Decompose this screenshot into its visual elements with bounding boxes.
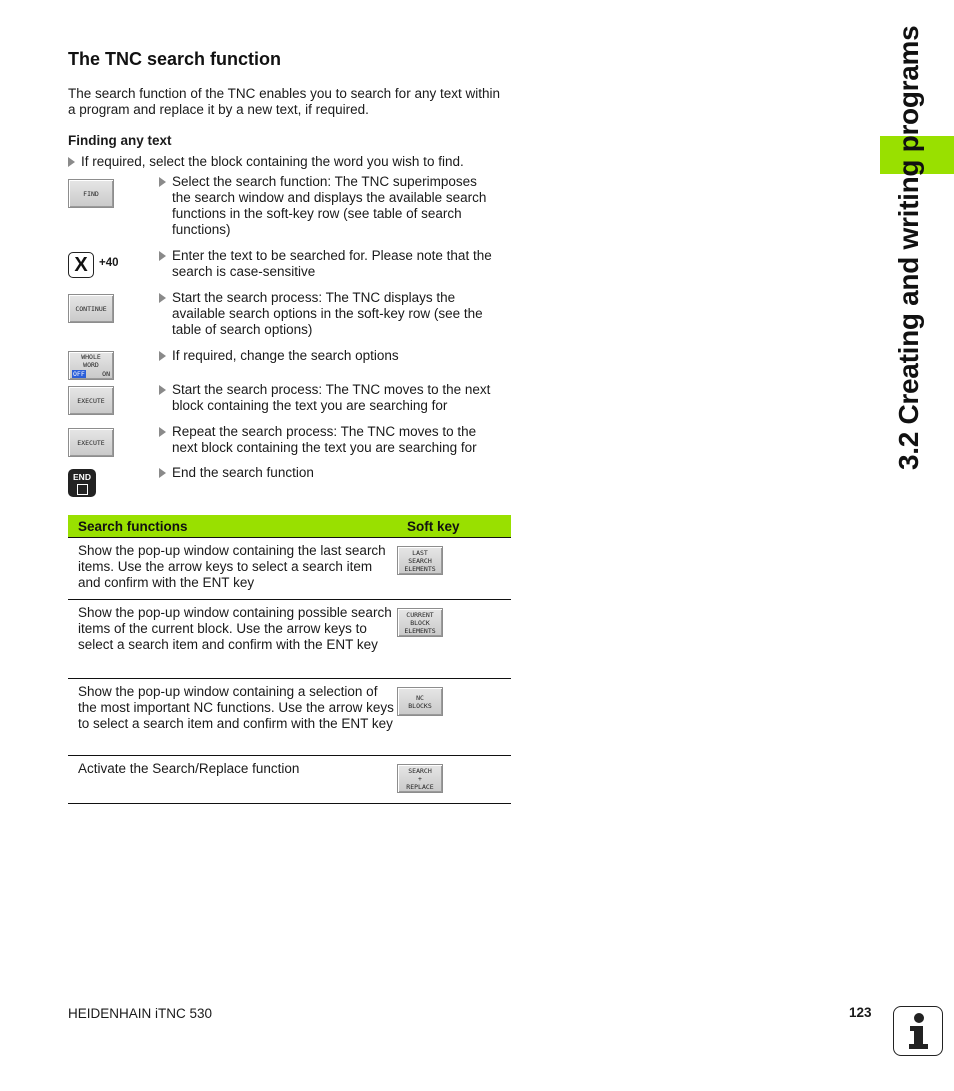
table-cell-desc: Show the pop-up window containing a selection of the most important NC functions. Use the arrow keys to select a search item and confirm with the ENT key <box>78 684 394 731</box>
step-continue <box>159 290 514 338</box>
softkey-line: + <box>418 774 422 783</box>
whole-word-softkey[interactable] <box>68 351 114 380</box>
x-key-label: X <box>74 253 88 276</box>
table-row <box>68 679 511 756</box>
table-row <box>68 756 511 804</box>
softkey-line: SEARCH <box>408 766 432 775</box>
arrow-bullet-icon <box>159 251 166 261</box>
section-heading: The TNC search function <box>68 49 282 69</box>
subheading: Finding any text <box>68 133 172 148</box>
whole-word-label-2: WORD <box>83 361 99 369</box>
softkey-line: CURRENT <box>406 610 434 619</box>
first-step-text: If required, select the block containing the word you wish to find. <box>81 154 464 169</box>
page-number: 123 <box>849 1005 872 1020</box>
find-softkey[interactable] <box>68 179 114 208</box>
intro-paragraph: The search function of the TNC enables you to search for any text within a program and replace it by a new text, if required. <box>68 86 500 117</box>
step-text-cont: the search window and displays the available search functions in the soft-key row (see table of search functions) <box>172 190 487 237</box>
arrow-bullet-icon <box>159 293 166 303</box>
x-key[interactable] <box>68 252 94 278</box>
last-search-elements-softkey[interactable] <box>397 546 443 575</box>
softkey-line: NC <box>416 693 424 702</box>
step-text: Start the search process: The TNC displays the <box>172 290 456 305</box>
table-header-functions: Search functions <box>78 518 188 534</box>
step-options <box>159 348 514 364</box>
current-block-elements-softkey[interactable] <box>397 608 443 637</box>
execute-softkey[interactable] <box>68 386 114 415</box>
step-execute <box>159 382 514 414</box>
nc-blocks-softkey[interactable] <box>397 687 443 716</box>
whole-word-toggle <box>69 370 113 378</box>
search-replace-softkey[interactable] <box>397 764 443 793</box>
step-text-cont: search is case-sensitive <box>172 264 316 279</box>
step-text-cont: block containing the text you are searching for <box>172 398 448 413</box>
step-text: End the search function <box>172 465 314 480</box>
step-end <box>159 465 514 481</box>
step-text: Start the search process: The TNC moves to the next <box>172 382 491 397</box>
table-cell-desc: Show the pop-up window containing the last search items. Use the arrow keys to select a search item and confirm with the ENT key <box>78 543 386 590</box>
square-icon <box>77 484 88 495</box>
footer-product: HEIDENHAIN iTNC 530 <box>68 1006 213 1021</box>
step-text: If required, change the search options <box>172 348 399 363</box>
step-repeat <box>159 424 514 456</box>
step-text-cont: next block containing the text you are searching for <box>172 440 477 455</box>
table-header <box>68 515 511 538</box>
table-row <box>68 538 511 600</box>
softkey-line: ELEMENTS <box>404 564 436 573</box>
arrow-bullet-icon <box>159 468 166 478</box>
arrow-bullet-icon <box>68 157 75 167</box>
arrow-bullet-icon <box>159 427 166 437</box>
search-functions-table <box>68 515 511 804</box>
find-softkey-label: FIND <box>83 189 99 198</box>
arrow-bullet-icon <box>159 177 166 187</box>
info-icon <box>893 1006 943 1056</box>
table-row <box>68 600 511 679</box>
toggle-on-label: ON <box>102 370 110 378</box>
continue-softkey[interactable] <box>68 294 114 323</box>
softkey-line: BLOCK <box>410 618 430 627</box>
whole-word-label-1: WHOLE <box>81 353 101 361</box>
continue-softkey-label: CONTINUE <box>75 304 107 313</box>
chapter-title: 3.2 Creating and writing programs <box>893 25 924 470</box>
first-step <box>68 154 464 170</box>
key-suffix: +40 <box>99 257 119 269</box>
step-text: Repeat the search process: The TNC moves to the <box>172 424 477 439</box>
end-key[interactable] <box>68 469 96 497</box>
step-text-cont: available search options in the soft-key row (see the table of search options) <box>172 306 483 337</box>
softkey-line: LAST <box>412 548 428 557</box>
end-key-label: END <box>73 472 91 482</box>
arrow-bullet-icon <box>159 351 166 361</box>
toggle-off-label: OFF <box>73 370 85 378</box>
step-enter-text <box>159 248 514 280</box>
table-header-softkey: Soft key <box>407 518 460 534</box>
step-find <box>159 174 514 238</box>
execute-repeat-softkey[interactable] <box>68 428 114 457</box>
table-cell-desc: Show the pop-up window containing possible search items of the current block. Use the arrow keys to select a search item and confirm with the ENT key <box>78 605 392 652</box>
softkey-line: ELEMENTS <box>404 626 436 635</box>
step-text: Enter the text to be searched for. Please note that the <box>172 248 492 263</box>
info-glyph <box>903 1012 933 1050</box>
execute-softkey-label: EXECUTE <box>77 438 105 447</box>
softkey-line: BLOCKS <box>408 701 432 710</box>
table-cell-desc: Activate the Search/Replace function <box>78 761 300 776</box>
softkey-line: REPLACE <box>406 782 434 791</box>
step-text: Select the search function: The TNC superimposes <box>172 174 477 189</box>
execute-softkey-label: EXECUTE <box>77 396 105 405</box>
softkey-line: SEARCH <box>408 556 432 565</box>
arrow-bullet-icon <box>159 385 166 395</box>
